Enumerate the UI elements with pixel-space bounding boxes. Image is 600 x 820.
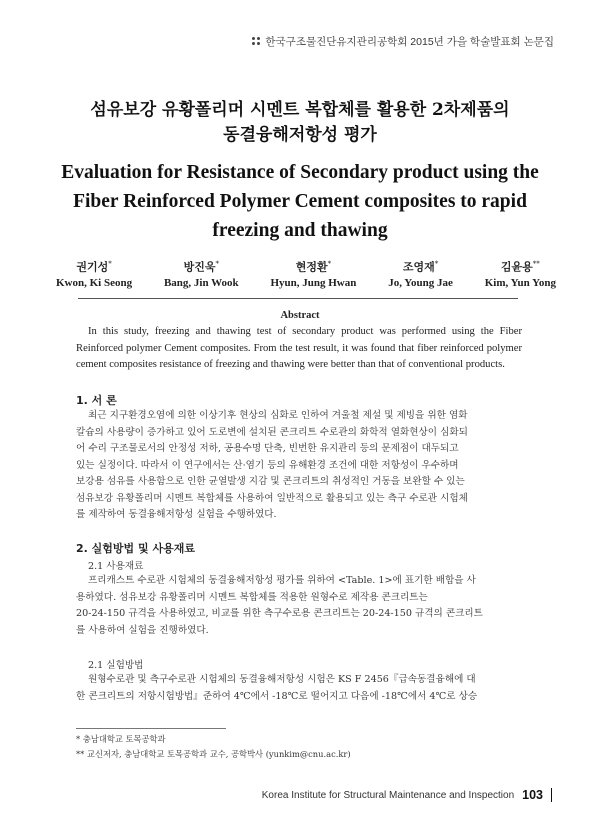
english-title-line: freezing and thawing	[212, 220, 388, 241]
paragraph-line: 최근 지구환경오염에 의한 이상기후 현상의 심화로 인하여 겨울철 제설 및 제빙을 위한 염화	[88, 410, 468, 421]
author	[485, 256, 556, 290]
author-name-ko: 김윤용	[500, 260, 533, 274]
page-number: 103	[522, 788, 543, 802]
author-name-en: Hyun, Jung Hwan	[270, 276, 357, 289]
author-list	[56, 256, 556, 290]
author-name-en: Kwon, Ki Seong	[56, 276, 133, 289]
paragraph-line: 보강용 섬유를 사용함으로 인한 균열발생 지감 및 콘크리트의 취성적인 거동을 보완할 수 있는	[76, 476, 465, 487]
author	[164, 256, 239, 290]
paragraph-line: 프리캐스트 수로관 시험체의 동결융해저항성 평가를 위하여 <Table. 1>에 표기한 배합을 사	[88, 575, 476, 586]
author	[270, 256, 356, 290]
materials-paragraph	[76, 573, 524, 639]
running-header	[252, 34, 554, 49]
subsection-heading: 2.1 실험방법	[88, 660, 144, 671]
footer-institute: Korea Institute for Structural Maintenance and Inspection	[261, 789, 515, 801]
korean-title-line: 섬유보강 유황폴리머 시멘트 복합체를 활용한 2차제품의	[90, 100, 510, 120]
paragraph-line: 한 콘크리트의 저항시험방법』준하여 4℃에서 -18℃로 떨어지고 다음에 -18℃에서 4℃로 상승	[76, 690, 478, 702]
footnote-divider	[76, 728, 226, 729]
paragraph-line: 원형수로관 및 측구수로관 시험체의 동결융해저항성 시험은 KS F 2456『급속동결융해에 대	[88, 674, 476, 685]
affiliation-mark: **	[532, 260, 540, 268]
footnote: * 충남대학교 토목공학과	[76, 734, 166, 744]
korean-title-line: 동결융해저항성 평가	[223, 125, 377, 145]
author-name-ko: 방진욱	[183, 260, 216, 274]
affiliation-mark: *	[108, 260, 112, 268]
header-text: 한국구조물진단유지관리공학회 2015년 가을 학술발표회 논문집	[265, 36, 554, 48]
abstract-heading: Abstract	[280, 310, 320, 321]
section-heading-intro: 1. 서 론	[76, 394, 117, 407]
section-heading-methods: 2. 실험방법 및 사용재료	[76, 542, 195, 555]
subsection-heading: 2.1 사용재료	[88, 561, 144, 572]
english-title-line: Evaluation for Resistance of Secondary product using the	[61, 162, 539, 183]
affiliation-mark: *	[215, 260, 219, 268]
korean-title	[0, 98, 600, 148]
page-footer	[262, 788, 552, 802]
paragraph-line: 있는 실정이다. 따라서 이 연구에서는 산·염기 등의 유해환경 조건에 대한 저항성이 우수하며	[76, 459, 459, 471]
author-name-ko: 현정환	[295, 260, 328, 274]
paragraph-line: 어 수리 구조물로서의 안정성 저하, 공용수명 단축, 빈번한 유지관리 등의 문제점이 대두되고	[76, 443, 459, 454]
author-name-ko: 권기성	[76, 260, 109, 274]
author-name-en: Kim, Yun Yong	[484, 276, 556, 289]
author	[56, 256, 132, 290]
footnote: ** 교신저자, 충남대학교 토목공학과 교수, 공학박사 (yunkim@cnu.ac.kr)	[76, 749, 351, 759]
paragraph-line: 를 사용하여 실험을 진행하였다.	[76, 624, 209, 636]
author-name-en: Jo, Young Jae	[388, 276, 453, 289]
dots-icon	[252, 37, 261, 46]
affiliation-mark: *	[434, 260, 439, 268]
abstract-body: In this study, freezing and thawing test of secondary product was performed using the Fiber Reinforced polymer Cement composites. From the test result, it was found that fiber reinforced polymer cement composites resistance of freezing and thawing were better than that of conventional products.	[76, 326, 522, 370]
method-paragraph	[76, 672, 524, 705]
intro-paragraph	[76, 408, 524, 524]
english-title-line: Fiber Reinforced Polymer Cement composites to rapid	[73, 191, 527, 212]
divider	[78, 298, 518, 299]
author	[388, 256, 453, 290]
paragraph-line: 섬유보강 유황폴리머 시멘트 복합체를 사용하여 일반적으로 활용되고 있는 측구 수로관 시험체	[76, 492, 468, 504]
paragraph-line: 20-24-150 규격을 사용하였고, 비교를 위한 측구수로용 콘크리트는 20-24-150 규격의 콘크리트	[76, 608, 483, 619]
affiliation-mark: *	[327, 260, 332, 268]
paragraph-line: 를 제작하여 동결융해저항성 실험을 수행하였다.	[76, 509, 277, 520]
author-name-en: Bang, Jin Wook	[163, 276, 239, 289]
author-name-ko: 조영재	[402, 260, 435, 274]
english-title	[60, 158, 540, 245]
paragraph-line: 용하였다. 섬유보강 유황폴리머 시멘트 복합체를 적용한 원형수로 제작용 콘크리트는	[76, 591, 428, 603]
footer-divider	[551, 788, 552, 802]
paragraph-line: 칼슘의 사용량이 증가하고 있어 도로변에 설치된 콘크리트 수로관의 화학적 열화현상이 심화되	[76, 426, 468, 438]
